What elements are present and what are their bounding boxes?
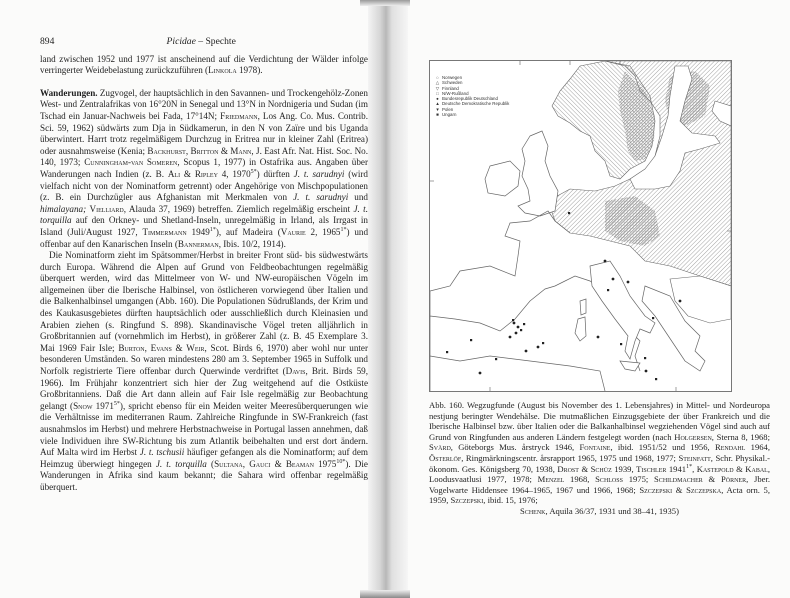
text-run: 1968, — [564, 474, 596, 485]
caption-text — [429, 400, 770, 506]
text-run: und — [348, 192, 368, 203]
author-name: Kastepold & Kabal — [696, 463, 768, 474]
legend-label: Deutsche Demokratische Republik — [442, 101, 510, 107]
text-run: , Göteborgs Mus. årstryck 1946, — [450, 442, 580, 453]
running-title — [54, 36, 368, 48]
text-run: , Aquila 36/37, 1931 und 38–41, 1935) — [545, 505, 679, 516]
legend-label: Schweden — [442, 80, 463, 86]
text-run: , J. East Afr. Nat. Hist. Soc. No. 140, 1973; — [40, 145, 369, 168]
footnote-marker: 5* — [250, 168, 257, 175]
taxon-name: J. t. sarudnyi — [293, 192, 349, 203]
corsica — [580, 299, 586, 315]
section-heading: Wanderungen. — [40, 87, 98, 98]
text-run: , Schr. Physikal.-ökonom. Ges. Königsberg 70, 1938, — [429, 452, 770, 474]
great-britain — [518, 131, 558, 216]
text-run: , Jber. Vogelwarte Hiddensee 1964–1965, 1967 und 1966, 1968; — [429, 474, 770, 495]
italy — [590, 261, 655, 359]
recovery-point — [509, 336, 512, 339]
taxon-name: himalayana; — [40, 203, 87, 214]
text-run: ), spricht ebenso für ein Meiden weiter Meeresüberquerungen wie die Verhältnisse im mediterranen Raum. Zahlreiche Ringfunde in SW-Frankreich (fast ausnahmslos im Herbst) und mehrere Herbstnachweise in Portugal lassen annehmen, daß viele Individuen ihre SW-Richtung bis zum Atlantik beibehalten und erst dort ändern. Auf Malta wird im Herbst — [40, 400, 368, 458]
author-name: Drost & Schüz — [557, 463, 612, 474]
legend-label: N/W-Rußland — [442, 90, 469, 96]
legend-label: Polen — [442, 106, 454, 112]
text-run: , ibid. 15, 1976; — [483, 495, 538, 506]
author-name: Österlöf — [429, 452, 462, 463]
running-title-separator: – — [195, 36, 206, 47]
taxon-name: J. t. tschusii — [139, 447, 185, 458]
text-run: ), auf Madeira ( — [215, 226, 281, 237]
paragraph-1 — [40, 54, 368, 77]
map-legend — [435, 75, 509, 117]
text-run: häufiger gefangen als die Nominatform; auf dem Heimzug überwiegt hingegen — [40, 447, 369, 469]
recovery-point — [479, 372, 482, 375]
author-name: Friedmann — [220, 110, 258, 121]
author-name: Tischler — [636, 463, 667, 474]
recovery-point — [679, 300, 682, 303]
author-name: Backhurst, Britton & Mann — [147, 145, 252, 156]
page-number: 894 — [40, 36, 55, 47]
sicily — [620, 361, 640, 371]
author-name: Steinfatt — [678, 452, 711, 463]
text-run: 1975; — [622, 474, 655, 485]
author-name: Bannerman — [177, 238, 219, 249]
text-run: (wird vielfach nicht von der Nominatform getrennt) oder Angehörige von Mischpopulationen (z. B. ein Durchzügler aus Afghanistan mit Merkmalen von — [40, 168, 368, 203]
author-name: Fontaine — [579, 442, 611, 453]
text-run: , Los Ang. Co. Mus. Contrib. Sci. 59, 1962) südwärts zum Dja in Südkamerun, in den N von Zaïre und bis Uganda überwintert. Harrt trotz regelmäßigem Durchzug in Eritrea nur in kleiner Zahl (Eritrea) oder ausnahmsweise (Kenia; — [40, 110, 368, 156]
author-name: Menzel — [537, 474, 565, 485]
text-run: , Scopus 1, 1977) in Ostafrika aus. Angaben über Wanderungen nach Indien (z. B. — [40, 157, 368, 179]
left-page — [40, 36, 368, 494]
recovery-point — [604, 260, 607, 263]
recovery-point — [607, 289, 609, 291]
text-run: 2, 1965 — [305, 226, 341, 237]
author-name: Burton, Evans & Weir — [118, 342, 205, 353]
text-run: 1975 — [313, 458, 337, 469]
recovery-point — [620, 343, 622, 345]
running-title-name: Spechte — [205, 36, 236, 47]
author-name: Rendahl — [714, 442, 746, 453]
footnote-marker: 5* — [113, 400, 120, 407]
text-run: ( — [206, 458, 215, 469]
author-name: Schildmacher & Pörner — [654, 474, 747, 485]
text-run: , Brit. Birds 59, 1966). Im Frühjahr konzentriert sich hier der Zug weitgehend auf die Ostküste Großbritanniens. Daß die Art dann allein auf Fair Isle regelmäßig zur Beobachtung gelangt ( — [40, 366, 368, 411]
author-name: Cunningham-van Someren — [84, 157, 178, 168]
recovery-point — [537, 346, 540, 349]
paragraph-wanderungen — [40, 88, 368, 250]
running-header — [40, 36, 368, 48]
taxon-name: J. t. torquilla — [40, 203, 368, 226]
running-title-family: Picidae — [166, 36, 196, 47]
book-gutter — [368, 0, 408, 598]
footnote-marker: 1* — [209, 226, 216, 233]
recovery-point — [655, 378, 657, 380]
footnote-marker: 1* — [340, 226, 347, 233]
text-run: ) dürften — [256, 168, 294, 179]
recovery-point — [470, 339, 472, 341]
text-run: , Ringmärkningscentr. årsrapport 1965, 1975 und 1968, 1977; — [461, 452, 679, 463]
author-name: Schenk — [520, 505, 546, 516]
recovery-point — [523, 323, 525, 325]
recovery-point — [517, 326, 520, 329]
circle-open-icon: ○ — [436, 75, 439, 80]
recovery-point — [513, 322, 516, 325]
gutter-shadow-top — [360, 0, 410, 6]
text-run: Abb. 160. Wegzugfunde (August bis November des 1. Lebensjahres) in Mittel- und Nordeuropa nestjung beringter Wendehälse. Die mutmaßlichen Einzugsgebiete der über Frankreich und die Iberische Halbinsel bzw. über Italien oder die Balkanhalbinsel wegziehenden Vögel sind auch auf Grund von Ringfunden aus anderen Ländern festgelegt worden (nach — [429, 400, 770, 442]
text-run: 1949 — [186, 226, 210, 237]
text-run: 1941 — [666, 463, 687, 474]
recovery-point — [520, 329, 522, 331]
text-run: Zugvogel, der hauptsächlich in den Savannen- und Trockengehölz-Zonen West- und Zentralafrikas von 16°20N in Senegal und 13°N in Nordnigeria und Sudan (im Tschad ein Januar-Nachweis bei Fada, 17°14N; — [40, 87, 368, 121]
text-run: ) und offenbar auf den Kanarischen Inseln ( — [40, 226, 369, 249]
author-name: Holgersen — [674, 431, 712, 442]
triangle-down-filled-icon: ▼ — [435, 106, 440, 112]
recovery-point — [627, 281, 630, 284]
ireland — [485, 161, 520, 196]
recovery-point — [515, 332, 518, 335]
figure-caption — [429, 400, 770, 517]
text-run: 1971 — [92, 400, 114, 411]
text-run: 1964, — [745, 442, 771, 453]
taxon-name: J. t. sarudnyi — [293, 168, 345, 179]
recovery-point — [644, 357, 646, 359]
sardinia — [575, 317, 586, 341]
author-name: Davis — [285, 366, 306, 377]
author-name: Szczepski & Szczepska — [639, 484, 722, 495]
recovery-point — [512, 319, 514, 321]
author-name: Timmermann — [142, 226, 187, 237]
author-name: Snow — [73, 400, 93, 411]
author-name: Linkola — [208, 65, 237, 76]
text-run: Die Nominatform zieht im Spätsommer/Herbst in breiter Front süd- bis südwestwärts durch Europa. Während die Alpen auf Grund von Feldbeobachtungen regelmäßig überquert werden, wird das Mittelmeer von W- und NW-europäischen Vögeln im allgemeinen über die Iberische Halbinsel, von östlicheren vorwiegend über Italien und die Balkenhalbinsel umgangen (Abb. 160). Die Populationen Südrußlands, der Krim und des Kaukasusgebietes dürften hauptsächlich oder ausschließlich durch Kleinasien und Arabien ziehen (s. Ringfund S. 898). Skandinavische Vögel treten alljährlich in Großbritannien auf (vornehmlich im Herbst), in größerer Zahl (z. B. 45 Exemplare 3. Mai 1969 Fair Isle; — [40, 250, 368, 353]
legend-label: Finnland — [442, 85, 459, 91]
circle-filled-icon: ● — [436, 96, 439, 102]
legend-label: Bundesrepublik Deutschland — [442, 96, 498, 102]
recovery-point — [568, 212, 570, 214]
text-run: , — [692, 463, 697, 474]
recovery-point — [525, 350, 528, 353]
author-name: Ali & Ripley — [167, 168, 218, 179]
legend-label: Norwegen — [442, 75, 463, 80]
author-name: Szczepski — [450, 495, 484, 506]
triangle-down-open-icon: ▽ — [435, 85, 440, 91]
recovery-point — [446, 351, 448, 353]
author-name: Sultana, Gauci & Beaman — [214, 458, 314, 469]
text-run: 1939, — [611, 463, 637, 474]
paragraph-nominatform — [40, 250, 368, 493]
square-open-icon: □ — [436, 90, 439, 96]
text-run: , Loodusvaatlusi 1977, 1978; — [429, 463, 770, 485]
gutter-shadow-bottom — [360, 590, 410, 598]
figure-map — [429, 60, 732, 392]
legend-label: Ungarn — [442, 112, 457, 118]
text-run: , Acta orn. 5, 1959, — [429, 484, 770, 506]
text-run: , Ibis. 10/2, 1914). — [218, 238, 286, 249]
recovery-point — [597, 336, 600, 339]
recovery-point — [542, 342, 544, 344]
text-run: ). Die Wanderungen in Afrika sind kaum bekannt; die Sahara wird offenbar regelmäßig überquert. — [40, 458, 368, 492]
recovery-point — [612, 278, 615, 281]
text-run: 4, 1970 — [217, 168, 251, 179]
text-run: , Scot. Birds 6, 1970) aber wohl nur unter besonderen Umständen. So waren mindestens 280 am 3. September 1965 in Suffolk und Norfolk registrierte Tiere offenbar durch Querwinde verdriftet ( — [40, 342, 369, 377]
author-name: Schloss — [595, 474, 623, 485]
author-name: Svärd — [429, 442, 451, 453]
taxon-name: J. t. torquilla — [155, 458, 207, 469]
text-run: , Sterna 8, 1968; — [711, 431, 770, 442]
triangle-open-icon: △ — [435, 80, 440, 86]
text-run: , ibid. 1951/52 und 1956, — [610, 442, 715, 453]
text-run: 1978). — [236, 65, 263, 76]
footnote-marker: 1* — [686, 463, 693, 470]
square-filled-icon: ■ — [436, 112, 439, 118]
text-run: auf den Orkney- und Shetland-Inseln, unregelmäßig in Irland, als Irrgast in Island (Juli/August 1927, — [40, 215, 368, 237]
recovery-point — [495, 358, 497, 360]
recovery-point — [645, 370, 648, 373]
footnote-marker: 10* — [336, 458, 346, 465]
triangle-filled-icon: ▲ — [435, 101, 440, 107]
text-run: land zwischen 1952 und 1977 ist anscheinend auf die Verdichtung der Wälder infolge verringerter Weidebelastung zurückzuführen ( — [40, 53, 368, 76]
author-name: Vielliard — [89, 203, 124, 214]
text-run: , Alauda 37, 1969) betreffen. Ziemlich regelmäßig erscheint — [123, 203, 354, 214]
caption-last-line — [429, 506, 770, 517]
recovery-point — [652, 317, 654, 319]
author-name: Vaurie — [280, 226, 306, 237]
north-africa-coast — [430, 356, 605, 391]
legend-item-ungarn — [435, 112, 509, 117]
